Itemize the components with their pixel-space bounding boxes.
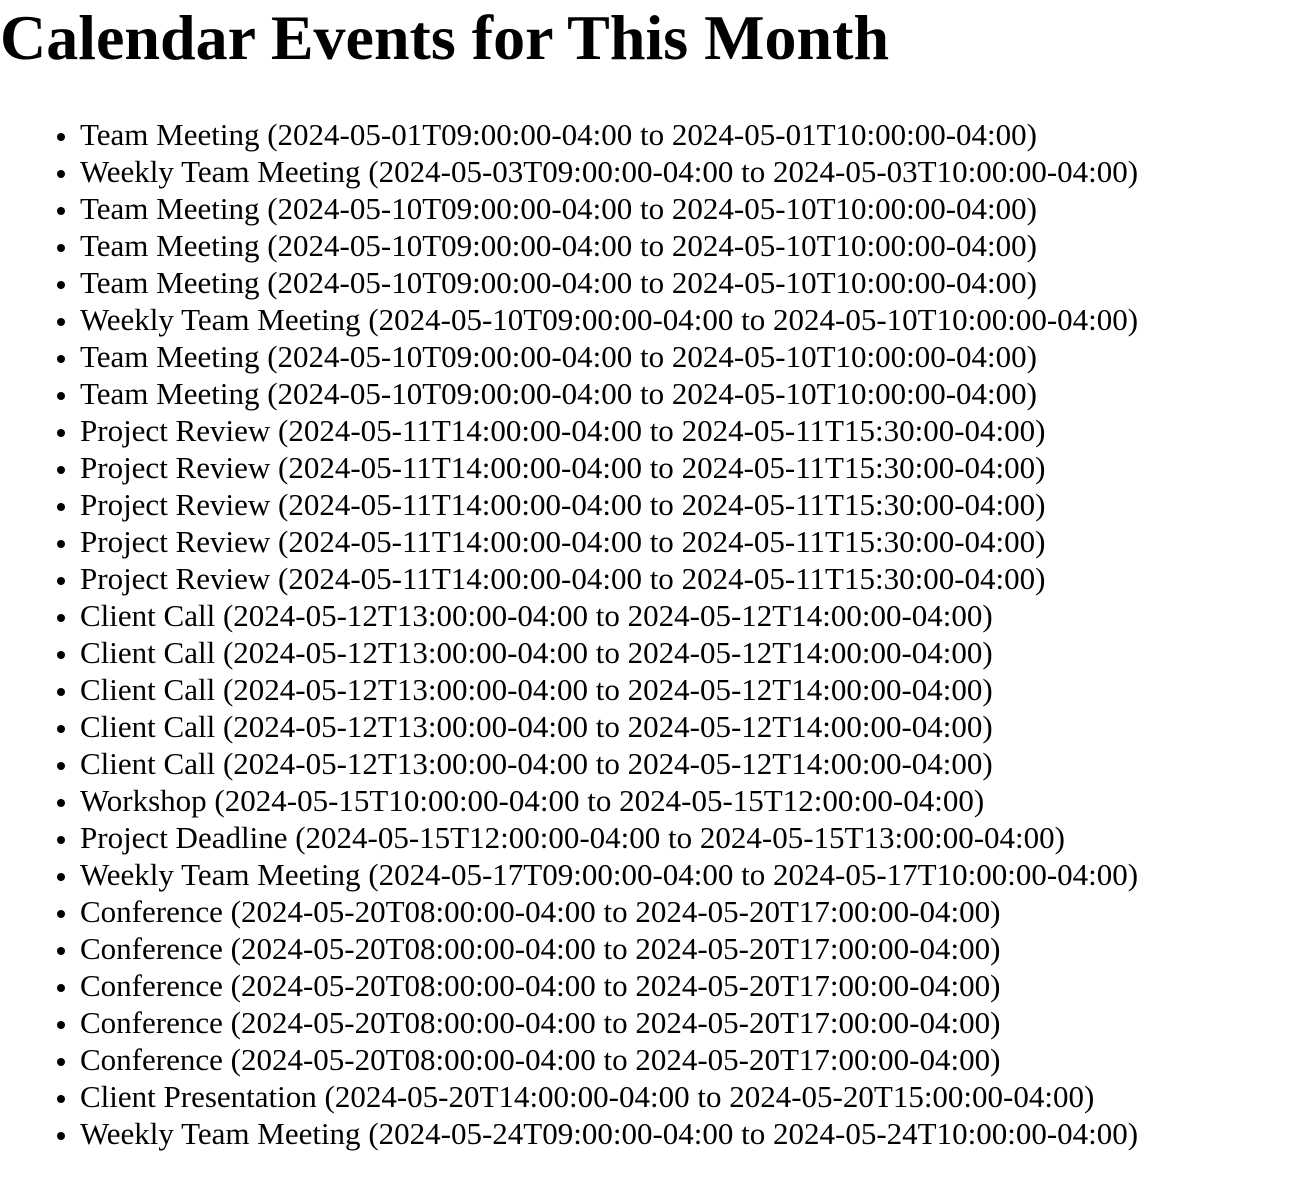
event-summary: Client Call (80, 672, 216, 707)
event-end: 2024-05-11T15:30:00-04:00 (681, 561, 1036, 596)
event-item: • Weekly Team Meeting (2024-05-17T09:00:00-04:00 to 2024-05-17T10:00:00-04:00) (80, 856, 1300, 893)
event-end: 2024-05-12T14:00:00-04:00 (627, 746, 983, 781)
event-start: 2024-05-03T09:00:00-04:00 (378, 154, 734, 189)
event-summary: Conference (80, 1005, 223, 1040)
page-title: Calendar Events for This Month (0, 2, 890, 73)
event-end: 2024-05-10T10:00:00-04:00 (671, 376, 1027, 411)
event-item: • Project Review (2024-05-11T14:00:00-04:00 to 2024-05-11T15:30:00-04:00) (80, 560, 1300, 597)
event-start: 2024-05-10T09:00:00-04:00 (277, 339, 633, 374)
event-start: 2024-05-15T10:00:00-04:00 (224, 783, 580, 818)
event-item: • Team Meeting (2024-05-10T09:00:00-04:00 to 2024-05-10T10:00:00-04:00) (80, 264, 1300, 301)
event-summary: Team Meeting (80, 265, 260, 300)
event-summary: Client Call (80, 598, 216, 633)
event-item: • Project Review (2024-05-11T14:00:00-04:00 to 2024-05-11T15:30:00-04:00) (80, 449, 1300, 486)
event-end: 2024-05-10T10:00:00-04:00 (671, 191, 1027, 226)
event-end: 2024-05-20T17:00:00-04:00 (635, 1042, 991, 1077)
event-start: 2024-05-12T13:00:00-04:00 (233, 672, 589, 707)
event-end: 2024-05-01T10:00:00-04:00 (671, 117, 1027, 152)
event-summary: Weekly Team Meeting (80, 1116, 361, 1151)
event-end: 2024-05-10T10:00:00-04:00 (773, 302, 1128, 337)
event-summary: Project Review (80, 413, 271, 448)
event-start: 2024-05-20T08:00:00-04:00 (240, 931, 596, 966)
event-summary: Team Meeting (80, 117, 260, 152)
event-end: 2024-05-15T13:00:00-04:00 (699, 820, 1055, 855)
event-summary: Project Review (80, 561, 271, 596)
event-end: 2024-05-20T17:00:00-04:00 (635, 1005, 991, 1040)
event-item: • Weekly Team Meeting (2024-05-03T09:00:00-04:00 to 2024-05-03T10:00:00-04:00) (80, 153, 1300, 190)
event-summary: Conference (80, 931, 223, 966)
event-item: • Client Call (2024-05-12T13:00:00-04:00 to 2024-05-12T14:00:00-04:00) (80, 634, 1300, 671)
event-item: • Conference (2024-05-20T08:00:00-04:00 to 2024-05-20T17:00:00-04:00) (80, 1041, 1300, 1078)
event-item: • Conference (2024-05-20T08:00:00-04:00 to 2024-05-20T17:00:00-04:00) (80, 1004, 1300, 1041)
event-item: • Project Deadline (2024-05-15T12:00:00-04:00 to 2024-05-15T13:00:00-04:00) (80, 819, 1300, 856)
event-end: 2024-05-20T17:00:00-04:00 (635, 894, 991, 929)
event-list (0, 116, 1300, 1152)
event-end: 2024-05-11T15:30:00-04:00 (681, 450, 1036, 485)
event-item: • Conference (2024-05-20T08:00:00-04:00 to 2024-05-20T17:00:00-04:00) (80, 930, 1300, 967)
event-end: 2024-05-10T10:00:00-04:00 (671, 265, 1027, 300)
event-start: 2024-05-01T09:00:00-04:00 (277, 117, 633, 152)
event-item: • Conference (2024-05-20T08:00:00-04:00 to 2024-05-20T17:00:00-04:00) (80, 967, 1300, 1004)
event-start: 2024-05-10T09:00:00-04:00 (277, 265, 633, 300)
event-summary: Client Call (80, 746, 216, 781)
event-end: 2024-05-10T10:00:00-04:00 (671, 228, 1027, 263)
event-summary: Conference (80, 1042, 223, 1077)
event-summary: Weekly Team Meeting (80, 857, 361, 892)
event-start: 2024-05-20T08:00:00-04:00 (240, 894, 596, 929)
event-item: • Project Review (2024-05-11T14:00:00-04:00 to 2024-05-11T15:30:00-04:00) (80, 486, 1300, 523)
event-start: 2024-05-11T14:00:00-04:00 (288, 487, 642, 522)
event-summary: Workshop (80, 783, 207, 818)
event-summary: Project Deadline (80, 820, 288, 855)
event-item: • Team Meeting (2024-05-01T09:00:00-04:00 to 2024-05-01T10:00:00-04:00) (80, 116, 1300, 153)
event-summary: Team Meeting (80, 339, 260, 374)
event-summary: Client Call (80, 635, 216, 670)
event-item: • Client Presentation (2024-05-20T14:00:00-04:00 to 2024-05-20T15:00:00-04:00) (80, 1078, 1300, 1115)
event-start: 2024-05-24T09:00:00-04:00 (378, 1116, 734, 1151)
event-end: 2024-05-20T15:00:00-04:00 (729, 1079, 1084, 1114)
event-summary: Project Review (80, 487, 271, 522)
event-start: 2024-05-12T13:00:00-04:00 (233, 709, 589, 744)
event-summary: Conference (80, 968, 223, 1003)
event-item: • Workshop (2024-05-15T10:00:00-04:00 to 2024-05-15T12:00:00-04:00) (80, 782, 1300, 819)
event-start: 2024-05-11T14:00:00-04:00 (288, 450, 642, 485)
event-end: 2024-05-12T14:00:00-04:00 (627, 672, 983, 707)
event-end: 2024-05-11T15:30:00-04:00 (681, 524, 1036, 559)
event-item: • Client Call (2024-05-12T13:00:00-04:00 to 2024-05-12T14:00:00-04:00) (80, 597, 1300, 634)
event-summary: Client Presentation (80, 1079, 317, 1114)
event-start: 2024-05-20T08:00:00-04:00 (240, 1005, 596, 1040)
event-item: • Project Review (2024-05-11T14:00:00-04:00 to 2024-05-11T15:30:00-04:00) (80, 412, 1300, 449)
event-start: 2024-05-17T09:00:00-04:00 (378, 857, 734, 892)
event-item: • Client Call (2024-05-12T13:00:00-04:00 to 2024-05-12T14:00:00-04:00) (80, 745, 1300, 782)
event-end: 2024-05-11T15:30:00-04:00 (681, 413, 1036, 448)
event-summary: Project Review (80, 450, 271, 485)
event-summary: Project Review (80, 524, 271, 559)
event-summary: Team Meeting (80, 376, 260, 411)
event-item: • Project Review (2024-05-11T14:00:00-04:00 to 2024-05-11T15:30:00-04:00) (80, 523, 1300, 560)
event-end: 2024-05-20T17:00:00-04:00 (635, 968, 991, 1003)
event-item: • Weekly Team Meeting (2024-05-10T09:00:00-04:00 to 2024-05-10T10:00:00-04:00) (80, 301, 1300, 338)
event-start: 2024-05-11T14:00:00-04:00 (288, 524, 642, 559)
event-end: 2024-05-15T12:00:00-04:00 (619, 783, 974, 818)
event-end: 2024-05-10T10:00:00-04:00 (671, 339, 1027, 374)
event-start: 2024-05-10T09:00:00-04:00 (378, 302, 734, 337)
event-start: 2024-05-10T09:00:00-04:00 (277, 191, 633, 226)
event-start: 2024-05-11T14:00:00-04:00 (288, 561, 642, 596)
event-summary: Client Call (80, 709, 216, 744)
event-item: • Team Meeting (2024-05-10T09:00:00-04:00 to 2024-05-10T10:00:00-04:00) (80, 227, 1300, 264)
event-start: 2024-05-20T14:00:00-04:00 (334, 1079, 690, 1114)
event-summary: Conference (80, 894, 223, 929)
event-item: • Client Call (2024-05-12T13:00:00-04:00 to 2024-05-12T14:00:00-04:00) (80, 708, 1300, 745)
event-summary: Team Meeting (80, 228, 260, 263)
event-end: 2024-05-11T15:30:00-04:00 (681, 487, 1036, 522)
event-start: 2024-05-12T13:00:00-04:00 (233, 746, 589, 781)
event-summary: Team Meeting (80, 191, 260, 226)
event-end: 2024-05-17T10:00:00-04:00 (773, 857, 1128, 892)
event-start: 2024-05-20T08:00:00-04:00 (240, 968, 596, 1003)
event-end: 2024-05-24T10:00:00-04:00 (773, 1116, 1128, 1151)
event-item: • Team Meeting (2024-05-10T09:00:00-04:00 to 2024-05-10T10:00:00-04:00) (80, 375, 1300, 412)
event-item: • Conference (2024-05-20T08:00:00-04:00 to 2024-05-20T17:00:00-04:00) (80, 893, 1300, 930)
event-start: 2024-05-12T13:00:00-04:00 (233, 598, 589, 633)
event-end: 2024-05-20T17:00:00-04:00 (635, 931, 991, 966)
event-start: 2024-05-20T08:00:00-04:00 (240, 1042, 596, 1077)
event-end: 2024-05-12T14:00:00-04:00 (627, 598, 983, 633)
event-start: 2024-05-15T12:00:00-04:00 (305, 820, 661, 855)
event-start: 2024-05-12T13:00:00-04:00 (233, 635, 589, 670)
event-item: • Team Meeting (2024-05-10T09:00:00-04:00 to 2024-05-10T10:00:00-04:00) (80, 338, 1300, 375)
event-summary: Weekly Team Meeting (80, 302, 361, 337)
event-end: 2024-05-12T14:00:00-04:00 (627, 635, 983, 670)
event-end: 2024-05-12T14:00:00-04:00 (627, 709, 983, 744)
event-start: 2024-05-11T14:00:00-04:00 (288, 413, 642, 448)
event-end: 2024-05-03T10:00:00-04:00 (773, 154, 1128, 189)
event-item: • Client Call (2024-05-12T13:00:00-04:00 to 2024-05-12T14:00:00-04:00) (80, 671, 1300, 708)
event-start: 2024-05-10T09:00:00-04:00 (277, 228, 633, 263)
event-start: 2024-05-10T09:00:00-04:00 (277, 376, 633, 411)
event-item: • Team Meeting (2024-05-10T09:00:00-04:00 to 2024-05-10T10:00:00-04:00) (80, 190, 1300, 227)
event-summary: Weekly Team Meeting (80, 154, 361, 189)
event-item: • Weekly Team Meeting (2024-05-24T09:00:00-04:00 to 2024-05-24T10:00:00-04:00) (80, 1115, 1300, 1152)
